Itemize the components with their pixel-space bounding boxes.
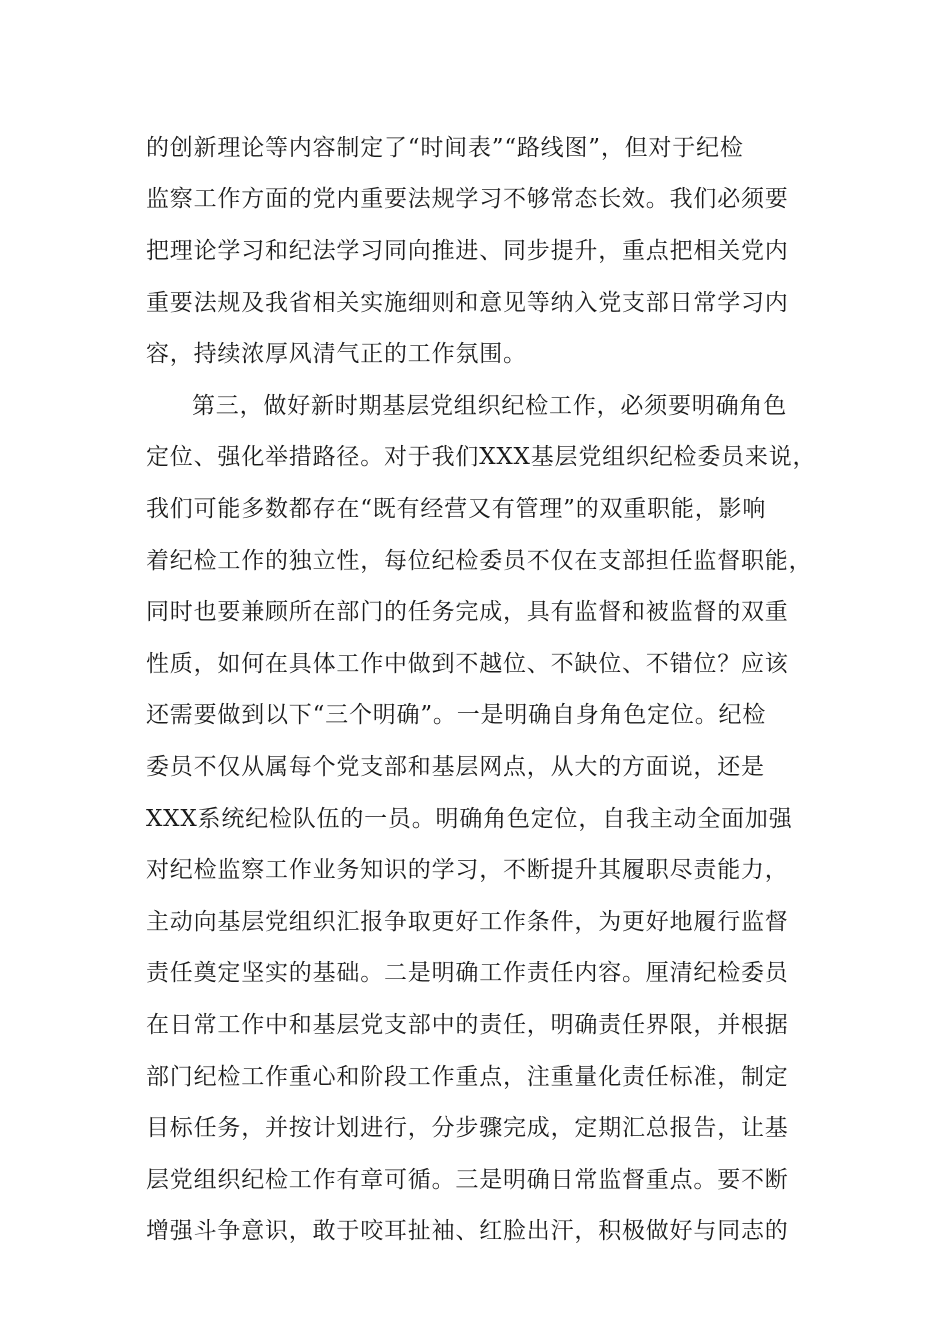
- text-line: 委员不仅从属每个党支部和基层网点，从大的方面说，还是: [146, 754, 765, 780]
- text-line: 部门纪检工作重心和阶段工作重点，注重量化责任标准，制定: [146, 1064, 789, 1090]
- text-line: 责任奠定坚实的基础。二是明确工作责任内容。厘清纪检委员: [146, 960, 789, 986]
- text-line: 性质，如何在具体工作中做到不越位、不缺位、不错位？应该: [146, 651, 789, 677]
- text-line: 定位、强化举措路径。对于我们XXX基层党组织纪检委员来说，: [146, 444, 817, 470]
- text-line: 增强斗争意识，敢于咬耳扯袖、红脸出汗，积极做好与同志的: [146, 1218, 789, 1244]
- text-line: 重要法规及我省相关实施细则和意见等纳入党支部日常学习内: [146, 290, 789, 316]
- text-line: 把理论学习和纪法学习同向推进、同步提升，重点把相关党内: [146, 238, 789, 264]
- text-line: 我们可能多数都存在“既有经营又有管理”的双重职能，影响: [146, 496, 767, 522]
- text-line: 的创新理论等内容制定了“时间表”“路线图”，但对于纪检: [146, 135, 744, 161]
- text-line: 着纪检工作的独立性，每位纪检委员不仅在支部担任监督职能，: [146, 548, 813, 574]
- text-line: 监察工作方面的党内重要法规学习不够常态长效。我们必须要: [146, 186, 789, 212]
- text-line: 目标任务，并按计划进行，分步骤完成，定期汇总报告，让基: [146, 1115, 789, 1141]
- paragraph-first-line: 第三，做好新时期基层党组织纪检工作，必须要明确角色: [192, 393, 787, 419]
- text-line: 层党组织纪检工作有章可循。三是明确日常监督重点。要不断: [146, 1167, 789, 1193]
- text-line: 对纪检监察工作业务知识的学习，不断提升其履职尽责能力，: [146, 857, 789, 883]
- text-line: 容，持续浓厚风清气正的工作氛围。: [146, 341, 527, 367]
- text-line: 同时也要兼顾所在部门的任务完成，具有监督和被监督的双重: [146, 599, 789, 625]
- text-line: XXX系统纪检队伍的一员。明确角色定位，自我主动全面加强: [146, 806, 793, 832]
- text-line: 在日常工作中和基层党支部中的责任，明确责任界限，并根据: [146, 1012, 789, 1038]
- text-line: 主动向基层党组织汇报争取更好工作条件，为更好地履行监督: [146, 909, 789, 935]
- text-line: 还需要做到以下“三个明确”。一是明确自身角色定位。纪检: [146, 702, 767, 728]
